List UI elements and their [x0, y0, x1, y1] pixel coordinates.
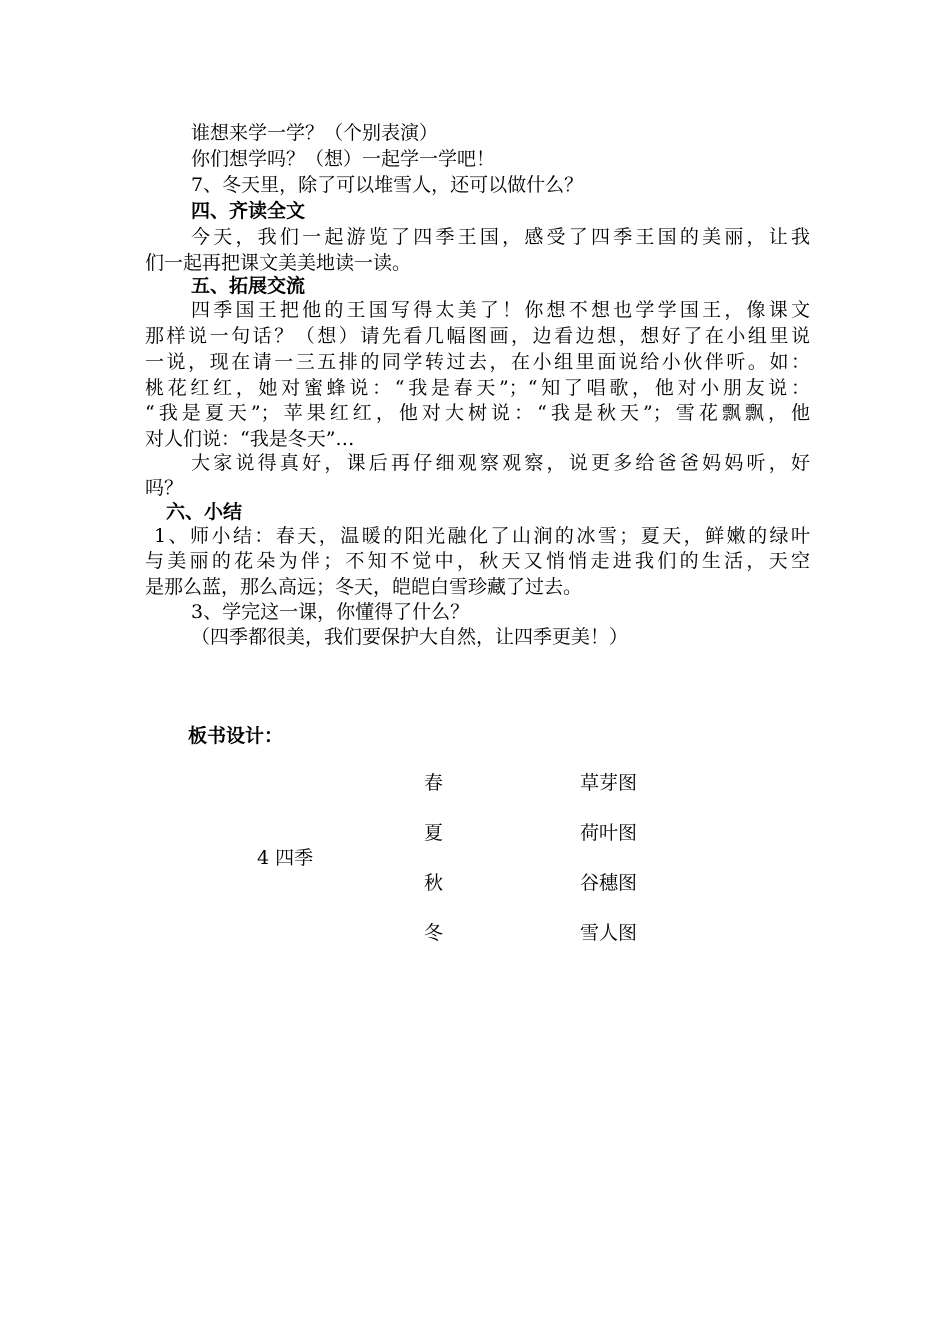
section-heading: 四、齐读全文 — [191, 200, 306, 222]
paragraph-line: 3、学完这一课，你懂得了什么？ — [191, 601, 470, 623]
board-season: 冬 — [424, 922, 444, 944]
board-picture: 荷叶图 — [580, 822, 638, 844]
paragraph-line: 7、冬天里，除了可以堆雪人，还可以做什么？ — [191, 174, 584, 196]
paragraph-line: 今天，我们一起游览了四季王国，感受了四季王国的美丽，让我 — [191, 226, 810, 248]
paragraph-line: 那样说一句话？（想）请先看几幅图画，边看边想，想好了在小组里说 — [145, 325, 810, 347]
paragraph-line: 们一起再把课文美美地读一读。 — [145, 252, 412, 274]
paragraph-line: “我是夏天”；苹果红红，他对大树说：“我是秋天”；雪花飘飘，他 — [145, 402, 810, 424]
board-season: 秋 — [424, 872, 444, 894]
paragraph-line: 一说，现在请一三五排的同学转过去，在小组里面说给小伙伴听。如： — [145, 351, 810, 373]
paragraph-line: 1、师小结：春天，温暖的阳光融化了山涧的冰雪；夏天，鲜嫩的绿叶 — [154, 525, 810, 547]
board-season: 夏 — [424, 822, 444, 844]
paragraph-line: 四季国王把他的王国写得太美了！你想不想也学学国王，像课文 — [191, 299, 810, 321]
paragraph-line: 你们想学吗？（想）一起学一学吧！ — [191, 148, 496, 170]
section-heading: 五、拓展交流 — [191, 275, 306, 297]
paragraph-line: 吗？ — [145, 477, 184, 499]
paragraph-line: （四季都很美，我们要保护大自然，让四季更美！） — [191, 626, 629, 648]
paragraph-line: 桃花红红，她对蜜蜂说：“我是春天”；“知了唱歌，他对小朋友说： — [145, 377, 810, 399]
section-heading: 六、小结 — [166, 501, 243, 523]
board-picture: 草芽图 — [580, 772, 638, 794]
board-picture: 谷穗图 — [580, 872, 638, 894]
paragraph-line: 对人们说：“我是冬天”… — [145, 428, 355, 450]
board-lesson-title: 4 四季 — [257, 847, 314, 869]
board-design-heading: 板书设计： — [188, 725, 284, 747]
paragraph-line: 谁想来学一学？（个别表演） — [191, 122, 439, 144]
paragraph-line: 与美丽的花朵为伴；不知不觉中，秋天又悄悄走进我们的生活，天空 — [145, 550, 810, 572]
board-picture: 雪人图 — [580, 922, 638, 944]
paragraph-line: 是那么蓝，那么高远；冬天，皑皑白雪珍藏了过去。 — [145, 576, 583, 598]
board-season: 春 — [424, 772, 444, 794]
paragraph-line: 大家说得真好，课后再仔细观察观察，说更多给爸爸妈妈听，好 — [191, 452, 810, 474]
